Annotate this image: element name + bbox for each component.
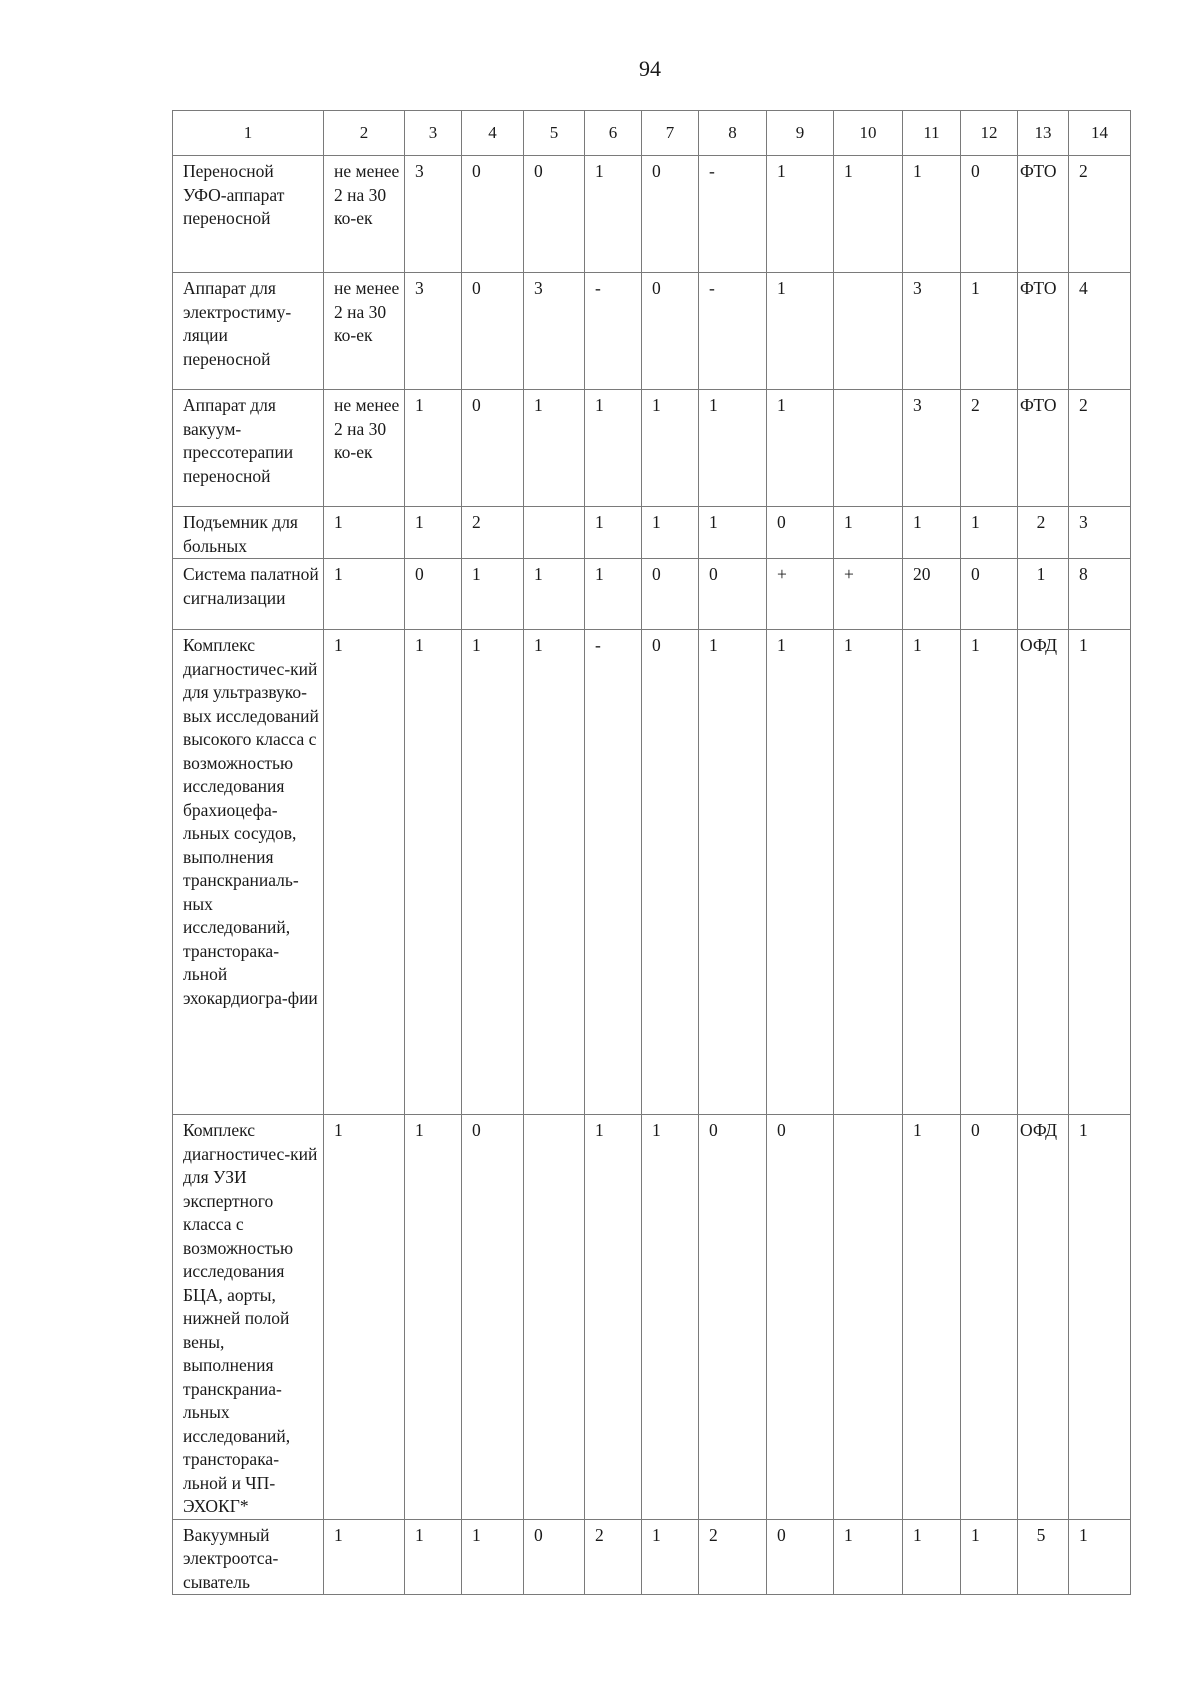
table-cell: 1	[405, 1115, 462, 1520]
table-cell: 1	[324, 1115, 405, 1520]
table-cell: 1	[1069, 1115, 1131, 1520]
table-cell: 1	[1018, 559, 1069, 630]
table-cell: 8	[1069, 559, 1131, 630]
column-header: 14	[1069, 111, 1131, 156]
table-cell: 2	[585, 1519, 642, 1595]
table-cell: -	[699, 156, 767, 273]
table-cell: ФТО	[1018, 156, 1069, 273]
table-cell: 1	[834, 507, 903, 559]
table-cell: 0	[524, 156, 585, 273]
equipment-name: Переносной УФО-аппарат переносной	[173, 156, 324, 273]
column-header: 9	[767, 111, 834, 156]
table-cell: 1	[324, 507, 405, 559]
table-cell: 1	[642, 1519, 699, 1595]
table-cell: 1	[585, 507, 642, 559]
table-cell: 1	[903, 1115, 961, 1520]
table-cell: ФТО	[1018, 273, 1069, 390]
table-cell: 1	[462, 559, 524, 630]
table-cell: 2	[1069, 156, 1131, 273]
table-cell	[834, 390, 903, 507]
page-number: 94	[639, 56, 661, 81]
table-cell: 1	[405, 390, 462, 507]
table-row	[173, 156, 1131, 273]
table-row	[173, 507, 1131, 559]
table-cell: 3	[1069, 507, 1131, 559]
table-cell: не менее 2 на 30 ко-ек	[324, 390, 405, 507]
table-cell: -	[585, 630, 642, 1115]
table-cell: 1	[462, 1519, 524, 1595]
table-cell: 1	[767, 630, 834, 1115]
table-cell: 1	[699, 507, 767, 559]
table-cell: 0	[961, 1115, 1018, 1520]
table-cell: 1	[699, 390, 767, 507]
table-cell: 1	[405, 1519, 462, 1595]
equipment-name: Аппарат для вакуум-прессотерапии переносной	[173, 390, 324, 507]
table-cell: 1	[699, 630, 767, 1115]
table-cell: 1	[405, 630, 462, 1115]
table-cell: 1	[767, 390, 834, 507]
table-row	[173, 390, 1131, 507]
table-cell: 1	[834, 630, 903, 1115]
table-cell: 0	[462, 273, 524, 390]
table-row	[173, 630, 1131, 1115]
table-cell: 1	[903, 507, 961, 559]
column-header: 11	[903, 111, 961, 156]
table-cell: 0	[524, 1519, 585, 1595]
table-cell: 1	[903, 156, 961, 273]
table-cell: 1	[585, 156, 642, 273]
table-cell: не менее 2 на 30 ко-ек	[324, 156, 405, 273]
equipment-name: Система палатной сигнализации	[173, 559, 324, 630]
table-cell: 1	[961, 273, 1018, 390]
table-cell: 3	[524, 273, 585, 390]
table-cell: 1	[524, 630, 585, 1115]
table-cell: 1	[585, 559, 642, 630]
table-cell: 0	[405, 559, 462, 630]
table-cell: 1	[961, 507, 1018, 559]
table-cell: 1	[767, 156, 834, 273]
table-cell: 1	[767, 273, 834, 390]
table-cell: не менее 2 на 30 ко-ек	[324, 273, 405, 390]
table-cell: 1	[961, 630, 1018, 1115]
table-cell: 0	[642, 630, 699, 1115]
table-cell: 1	[324, 559, 405, 630]
column-header: 12	[961, 111, 1018, 156]
table-cell: 1	[834, 1519, 903, 1595]
column-header: 13	[1018, 111, 1069, 156]
table-cell: 0	[699, 1115, 767, 1520]
table-header-row	[173, 111, 1131, 156]
column-header: 7	[642, 111, 699, 156]
table-cell: 1	[903, 630, 961, 1115]
table-row	[173, 1115, 1131, 1520]
table-cell: ФТО	[1018, 390, 1069, 507]
column-header: 4	[462, 111, 524, 156]
table-cell: 3	[405, 273, 462, 390]
table-cell: +	[834, 559, 903, 630]
table-cell: 0	[767, 1115, 834, 1520]
table-cell: 5	[1018, 1519, 1069, 1595]
table-cell: -	[699, 273, 767, 390]
table-cell: 4	[1069, 273, 1131, 390]
equipment-name: Вакуумный электроотса-сыватель	[173, 1519, 324, 1595]
column-header: 5	[524, 111, 585, 156]
table-cell: 1	[585, 390, 642, 507]
table-cell: 1	[1069, 1519, 1131, 1595]
table-cell: 1	[642, 1115, 699, 1520]
table-cell: 3	[405, 156, 462, 273]
table-cell: ОФД	[1018, 1115, 1069, 1520]
column-header: 10	[834, 111, 903, 156]
table-cell: 0	[961, 559, 1018, 630]
table-cell: 1	[834, 156, 903, 273]
table-cell: 2	[961, 390, 1018, 507]
table-cell: 1	[524, 559, 585, 630]
equipment-name: Подъемник для больных	[173, 507, 324, 559]
table-cell	[834, 273, 903, 390]
table-cell: 1	[462, 630, 524, 1115]
table-cell: 0	[462, 156, 524, 273]
table-cell: 1	[961, 1519, 1018, 1595]
table-cell: 0	[767, 507, 834, 559]
table-cell	[834, 1115, 903, 1520]
table-cell: 0	[699, 559, 767, 630]
table-cell: 2	[1018, 507, 1069, 559]
table-cell: 1	[642, 507, 699, 559]
column-header: 6	[585, 111, 642, 156]
table-cell: 0	[961, 156, 1018, 273]
table-cell	[524, 507, 585, 559]
column-header: 3	[405, 111, 462, 156]
table-cell: 2	[1069, 390, 1131, 507]
table-cell: 1	[585, 1115, 642, 1520]
table-cell: 0	[642, 273, 699, 390]
table-cell: 2	[699, 1519, 767, 1595]
table-cell: 0	[462, 1115, 524, 1520]
table-row	[173, 273, 1131, 390]
table-cell: 1	[524, 390, 585, 507]
table-cell: 0	[642, 559, 699, 630]
table-cell: 0	[767, 1519, 834, 1595]
table-cell: 0	[642, 156, 699, 273]
table-row	[173, 559, 1131, 630]
table-cell: 20	[903, 559, 961, 630]
table-cell: +	[767, 559, 834, 630]
table-cell: 1	[324, 630, 405, 1115]
table-cell: 1	[642, 390, 699, 507]
equipment-table	[172, 110, 1131, 1595]
table-cell: 3	[903, 390, 961, 507]
equipment-name: Комплекс диагностичес-кий для ультразвуко-вых исследований высокого класса с возможностью исследования брахиоцефа-льных сосудов, выполнения транскраниаль-ных исследований, трансторака-льной эхокардиогра-фии	[173, 630, 324, 1115]
table-cell: 1	[324, 1519, 405, 1595]
table-cell: -	[585, 273, 642, 390]
table-cell: 3	[903, 273, 961, 390]
table-row	[173, 1519, 1131, 1595]
equipment-name: Комплекс диагностичес-кий для УЗИ экспертного класса с возможностью исследования БЦА, аорты, нижней полой вены, выполнения транскраниа-льных исследований, трансторака-льной и ЧП-ЭХОКГ*	[173, 1115, 324, 1520]
table-cell	[524, 1115, 585, 1520]
column-header: 2	[324, 111, 405, 156]
table-cell: 1	[903, 1519, 961, 1595]
column-header: 1	[173, 111, 324, 156]
column-header: 8	[699, 111, 767, 156]
table-cell: 1	[1069, 630, 1131, 1115]
equipment-name: Аппарат для электростиму-ляции переносной	[173, 273, 324, 390]
table-cell: 2	[462, 507, 524, 559]
table-cell: 1	[405, 507, 462, 559]
table-cell: 0	[462, 390, 524, 507]
table-cell: ОФД	[1018, 630, 1069, 1115]
